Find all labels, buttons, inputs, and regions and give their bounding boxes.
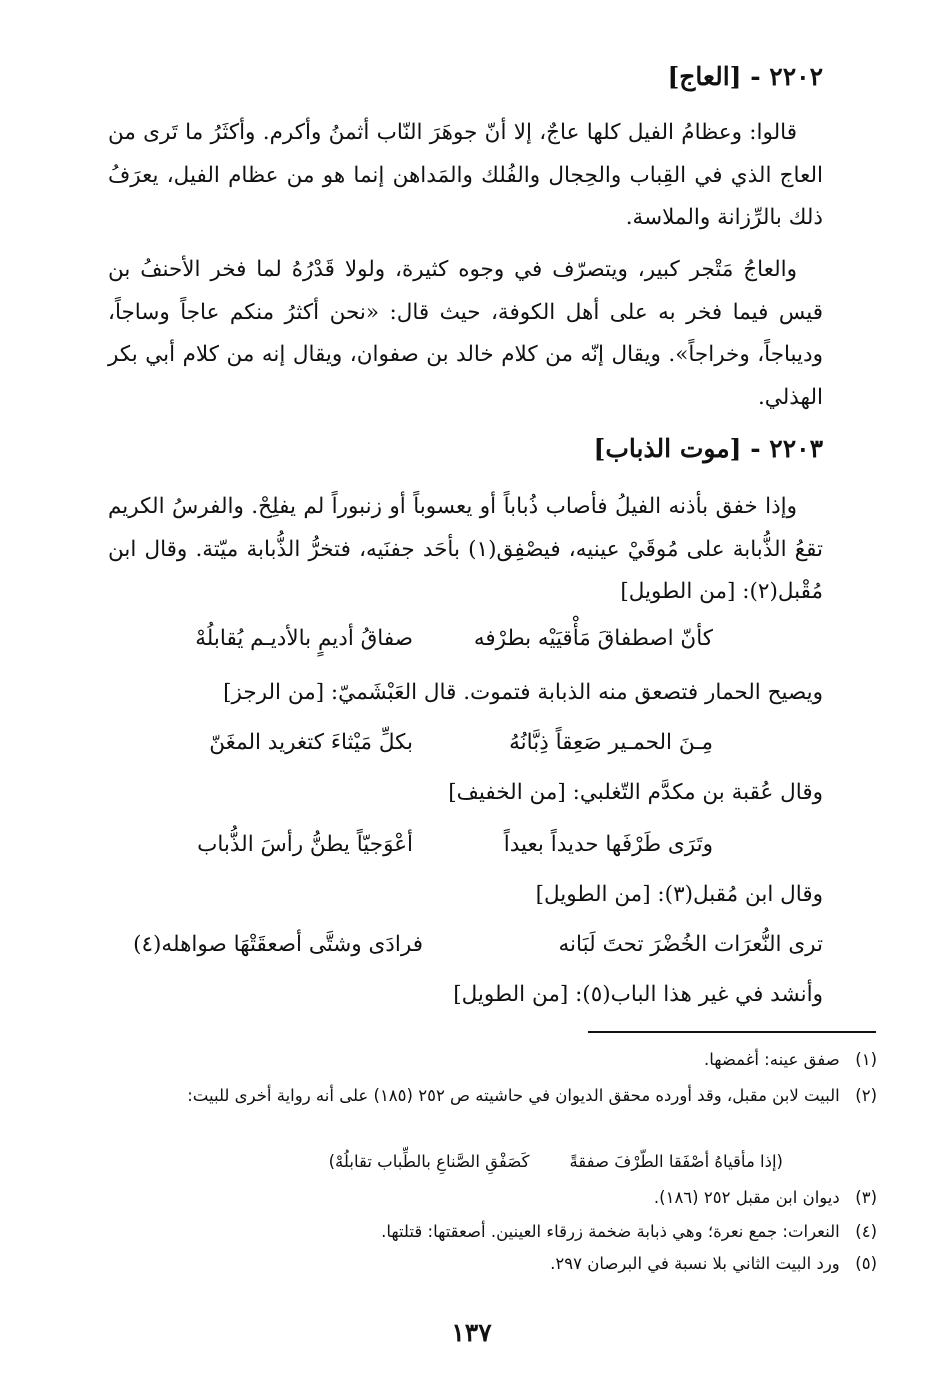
prose-line-1: ويصيح الحمار فتصعق منه الذبابة فتموت. قال العَبْشَميّ: [من الرجز] (223, 680, 823, 705)
verse-hemistich-first: كأنّ اصطفاقَ مَأْقيَيْه بطرْفه (473, 626, 713, 651)
verse-line-3 (108, 823, 823, 867)
page-number: ١٣٧ (451, 1318, 492, 1347)
footnote-number: (٢) (855, 1086, 877, 1105)
verse-line-2 (108, 721, 823, 765)
section-heading-ivory: ٢٢٠٢ - [العاج] (667, 62, 823, 91)
verse-hemistich-first: وتَرَى طَرْفَها حديداً بعيداً (503, 832, 713, 857)
footnote-text: النعرات: جمع نعرة؛ وهي ذبابة ضخمة زرقاء العينين. أصعقتها: قتلتها. (381, 1222, 840, 1241)
prose-line-4: وأنشد في غير هذا الباب(٥): [من الطويل] (453, 982, 823, 1007)
verse-hemistich-second: صفاقُ أديمٍ بالأديـم يُقابلُهْ (195, 626, 413, 651)
paragraph-text: وإذا خفق بأذنه الفيلُ فأصاب ذُباباً أو يعسوباً أو زنبوراً لم يفلِحْ. والفرسُ الكريم تقعُ الذُّبابة على مُوقَيْ عينيه، فيصْفِق(١) بأحَد جفنَيه، فتخرُّ الذُّبابة ميّتة. وقال ابن مُقْبل(٢): [من الطويل] (108, 494, 823, 604)
footnote-text: صفق عينه: أغمضها. (703, 1050, 840, 1069)
verse-hemistich-second: فرادَى وشتَّى أصعقَتْهَا صواهله(٤) (133, 932, 423, 957)
verse-line-1 (108, 617, 823, 661)
footnote-4 (108, 1218, 877, 1246)
paragraph-text: قالوا: وعظامُ الفيل كلها عاجٌ، إلا أنّ جوهَرَ النّاب أثمنُ وأكرم. وأكثَرُ ما تَرى من العاج الذي في القِباب والحِجال والفُلك والمَداهن إنما هو من عظام الفيل، يعرَفُ ذلك بالرِّزانة والملاسة. (108, 120, 823, 230)
footnote-number: (٤) (855, 1222, 877, 1241)
footnote-text: ديوان ابن مقبل ٢٥٢ (١٨٦). (653, 1188, 840, 1207)
section-heading-fly-death: ٢٢٠٣ - [موت الذباب] (593, 434, 823, 463)
verse-hemistich-first: (إذا مأقياهُ أصْفَقا الطّرْفَ صفقةً (569, 1152, 783, 1171)
paragraph-ivory-1 (108, 112, 823, 240)
verse-hemistich-first: ترى النُّعرَات الخُضْرَ تحتَ لَبَانه (558, 932, 823, 957)
footnote-text: البيت لابن مقبل، وقد أورده محقق الديوان في حاشيته ص ٢٥٢ (١٨٥) على أنه رواية أخرى للبيت: (187, 1086, 840, 1105)
footnote-verse (329, 1148, 783, 1176)
footnote-divider (588, 1031, 876, 1033)
verse-hemistich-second: أعْوَجيّاً يطنُّ رأسَ الذُّباب (197, 832, 413, 857)
footnote-5 (108, 1250, 877, 1278)
footnote-number: (٣) (855, 1188, 877, 1207)
prose-line-2: وقال عُقبة بن مكدَّم التّغلبي: [من الخفيف] (448, 780, 823, 805)
prose-line-3: وقال ابن مُقبل(٣): [من الطويل] (535, 882, 823, 907)
paragraph-ivory-2 (108, 249, 823, 419)
footnote-2 (108, 1082, 877, 1110)
footnote-3 (108, 1184, 877, 1212)
verse-hemistich-second: كَصَفْقِ الصَّناعِ بالطِّباب تقابلُهْ) (328, 1152, 530, 1171)
verse-line-4 (108, 923, 823, 967)
footnote-1 (108, 1046, 877, 1074)
verse-hemistich-second: بكلِّ مَيْثاءَ كتغريد المغَنّ (209, 730, 413, 755)
footnote-number: (٥) (855, 1254, 877, 1273)
paragraph-text: والعاجُ مَتْجر كبير، ويتصرّف في وجوه كثيرة، ولولا قَدْرُهُ لما فخر الأحنفُ بن قيس فيما فخر به على أهل الكوفة، حيث قال: «نحن أكثرُ منكم عاجاً وساجاً، وديباجاً، وخراجاً». ويقال إنّه من كلام خالد بن صفوان، ويقال إنه من كلام أبي بكر الهذلي. (108, 257, 823, 410)
verse-hemistich-first: مِـنَ الحمـير صَعِقاً ذِبَّانُهُ (509, 730, 713, 755)
paragraph-fly-death (108, 486, 823, 614)
footnote-number: (١) (855, 1050, 877, 1069)
footnote-text: ورد البيت الثاني بلا نسبة في البرصان ٢٩٧. (550, 1254, 840, 1273)
